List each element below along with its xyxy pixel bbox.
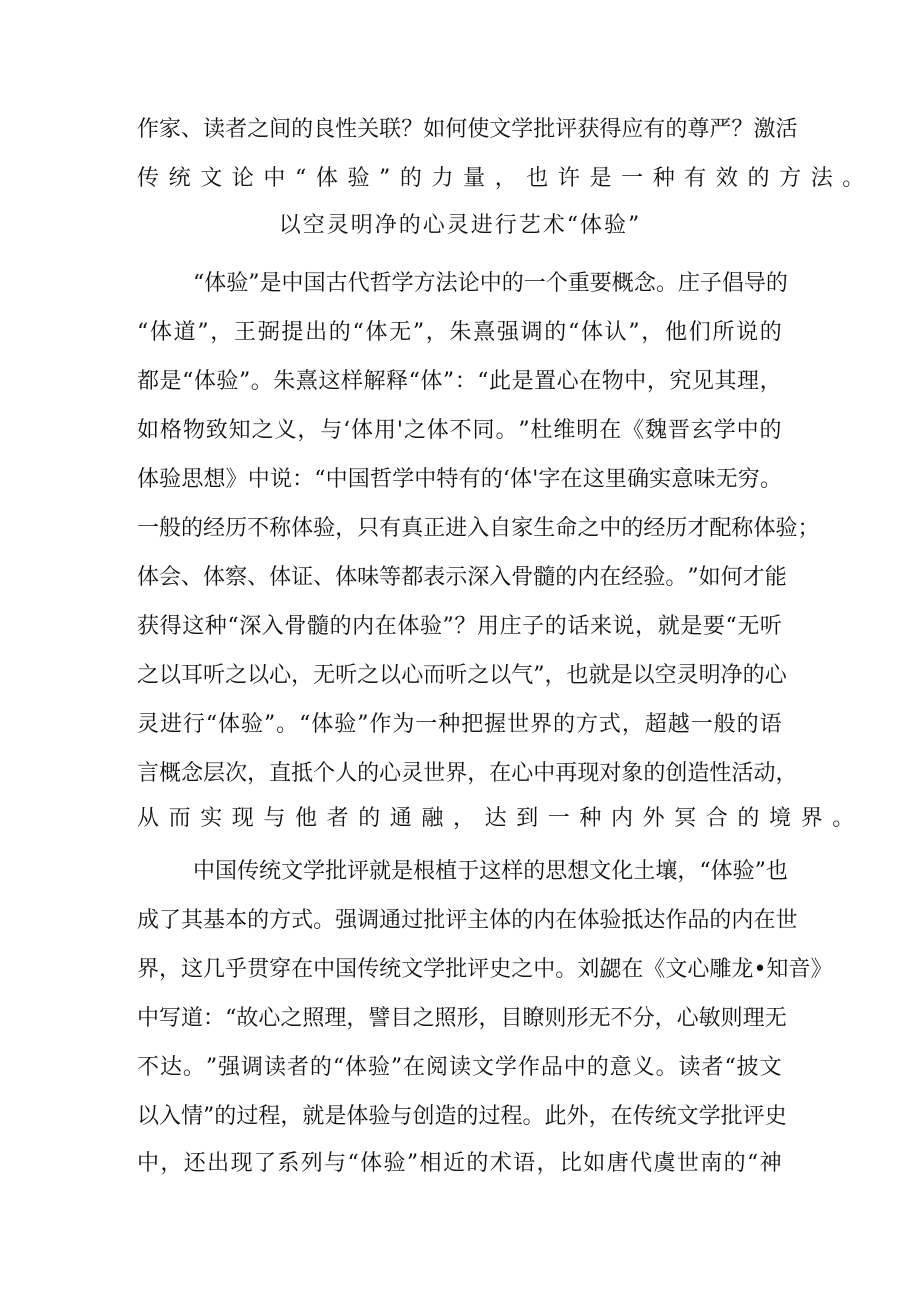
paragraph-line: 体 会 、 体 察 、 体 证 、 体 味 等 都 表 示 深 入 骨 髓 的 内 在 经 验 。 ” 如 何 才 能 <box>137 565 787 590</box>
intro-line: 传统文论中“体验”的力量，也许是一种有效的方法。 <box>137 166 874 191</box>
paragraph-line: 成 了 其 基 本 的 方 式 。 强 调 通 过 批 评 主 体 的 内 在 体 验 抵 达 作 品 的 内 在 世 <box>137 908 798 933</box>
paragraph-line: 获 得 这 种 “ 深 入 骨 髓 的 内 在 体 验 ” ？ 用 庄 子 的 话 来 说 ， 就 是 要 “ 无 听 <box>137 614 782 639</box>
paragraph-line: 界 ， 这 几 乎 贯 穿 在 中 国 传 统 文 学 批 评 史 之 中 。 刘 勰 在 《 文 心 雕 龙 • 知 音 》 <box>137 957 833 982</box>
paragraph-line: 以 入 情 ” 的 过 程 ， 就 是 体 验 与 创 造 的 过 程 。 此 外 ， 在 传 统 文 学 批 评 史 <box>137 1104 787 1129</box>
paragraph-line: 之 以 耳 听 之 以 心 ， 无 听 之 以 心 而 听 之 以 气 ” ， 也 就 是 以 空 灵 明 净 的 心 <box>137 663 787 688</box>
paragraph-line: 言 概 念 层 次 ， 直 抵 个 人 的 心 灵 世 界 ， 在 心 中 再 现 对 象 的 创 造 性 活 动 ， <box>137 761 798 786</box>
paragraph-line: 不 达 。 ” 强 调 读 者 的 “ 体 验 ” 在 阅 读 文 学 作 品 中 的 意 义 。 读 者 “ 披 文 <box>137 1055 782 1080</box>
paragraph-line: 灵 进 行 “ 体 验 ” 。 “ 体 验 ” 作 为 一 种 把 握 世 界 的 方 式 ， 超 越 一 般 的 语 <box>137 712 782 737</box>
paragraph-line: “ 体 道 ” ， 王 弼 提 出 的 “ 体 无 ” ， 朱 熹 强 调 的 “ 体 认 ” ， 他 们 所 说 的 <box>137 320 782 345</box>
paragraph-line: 中 ， 还 出 现 了 系 列 与 “ 体 验 ” 相 近 的 术 语 ， 比 如 唐 代 虞 世 南 的 “ 神 <box>137 1151 782 1176</box>
paragraph-line: 中 国 传 统 文 学 批 评 就 是 根 植 于 这 样 的 思 想 文 化 土 壤 ， “ 体 验 ” 也 <box>193 859 788 884</box>
paragraph-line: 都 是 “ 体 验 ” 。 朱 熹 这 样 解 释 “ 体 ” ： “ 此 是 置 心 在 物 中 ， 究 见 其 理 ， <box>137 369 782 394</box>
intro-line: 作 家 、 读 者 之 间 的 良 性 关 联 ？ 如 何 使 文 学 批 评 获 得 应 有 的 尊 严 ？ 激 活 <box>137 117 798 142</box>
paragraph-line: 从而实现与他者的通融，达到一种内外冥合的境界。 <box>137 806 864 831</box>
section-heading: 以空灵明净的心灵进行艺术“体验” <box>278 213 642 238</box>
paragraph-line: 中 写 道 ： “ 故 心 之 照 理 ， 譬 目 之 照 形 ， 目 瞭 则 形 无 不 分 ， 心 敏 则 理 无 <box>137 1006 787 1031</box>
paragraph-line: “ 体 验 ” 是 中 国 古 代 哲 学 方 法 论 中 的 一 个 重 要 概 念 。 庄 子 倡 导 的 <box>193 271 788 296</box>
paragraph-line: 一 般 的 经 历 不 称 体 验 ， 只 有 真 正 进 入 自 家 生 命 之 中 的 经 历 才 配 称 体 验 ； <box>137 516 820 541</box>
paragraph-line: 体 验 思 想 》 中 说 ： “ 中 国 哲 学 中 特 有 的 ‘ 体 ' 字 在 这 里 确 实 意 味 无 穷 。 <box>137 467 782 492</box>
paragraph-line: 如 格 物 致 知 之 义 ， 与 ‘ 体 用 ' 之 体 不 同 。 ” 杜 维 明 在 《 魏 晋 玄 学 中 的 <box>137 418 782 443</box>
